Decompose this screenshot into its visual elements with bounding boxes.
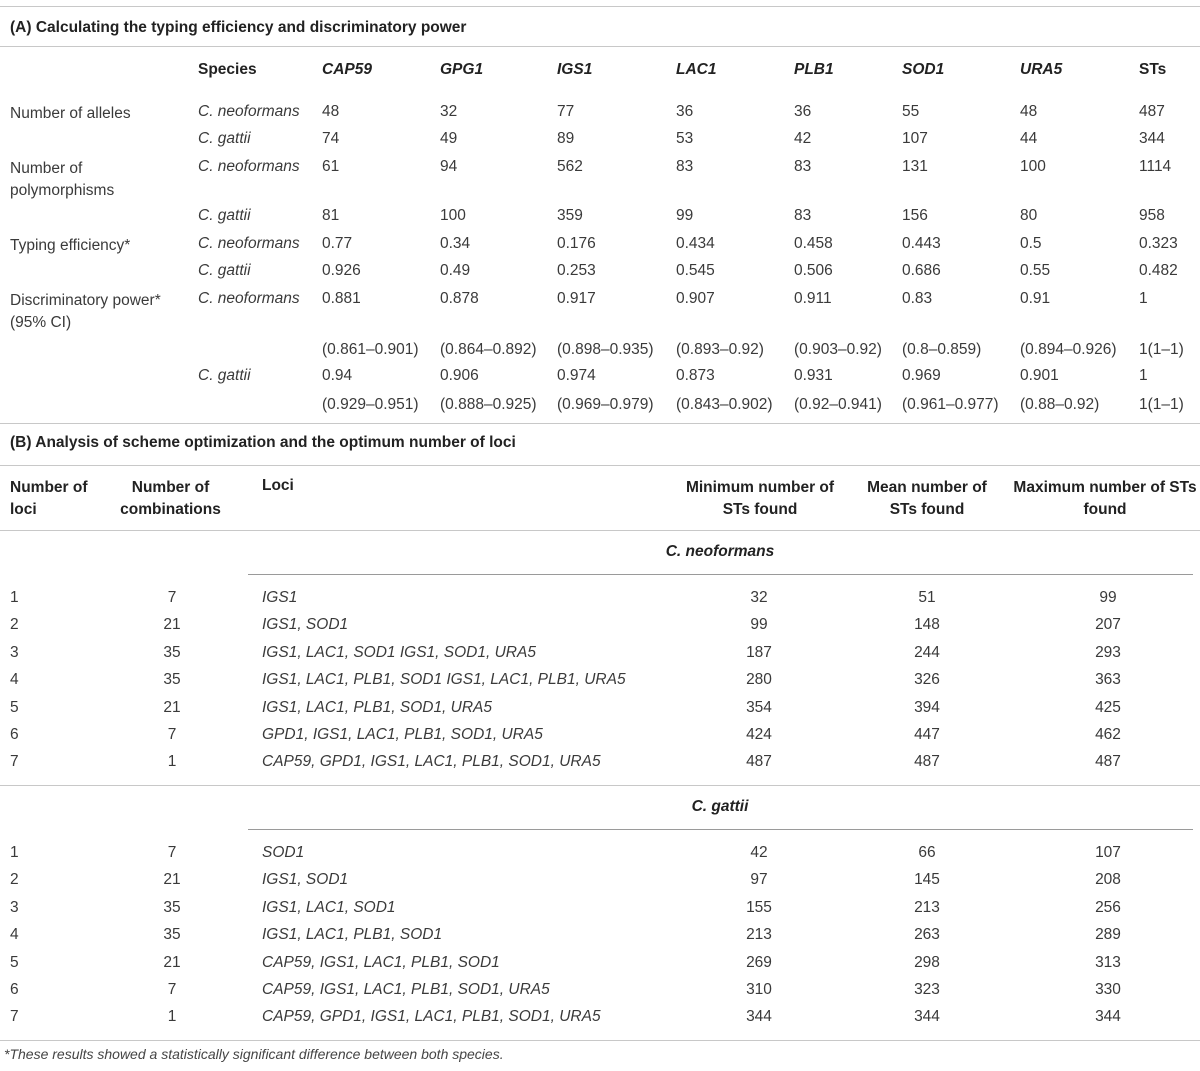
- part-b-ncomb: 7: [167, 981, 177, 998]
- part-a-cell: 0.5: [1020, 235, 1042, 252]
- part-a-species: C. gattii: [198, 262, 251, 279]
- part-b-ncomb: 35: [163, 898, 181, 916]
- part-b-ncomb: 21: [163, 953, 181, 971]
- part-a-header-sts: STs: [1139, 61, 1167, 78]
- part-a-cell: 0.686: [902, 262, 941, 279]
- part-a-cell: 0.323: [1139, 235, 1178, 252]
- part-a-species: C. gattii: [198, 130, 251, 147]
- part-b-loci: IGS1, LAC1, PLB1, SOD1: [262, 926, 443, 944]
- part-a-cell: 53: [676, 130, 694, 147]
- part-b-loci: CAP59, IGS1, LAC1, PLB1, SOD1, URA5: [262, 981, 550, 998]
- part-b-header-ncomb: Number of combinations: [120, 479, 221, 518]
- part-b-nloci: 4: [10, 926, 19, 944]
- part-b-min: 354: [746, 698, 772, 716]
- part-a-cell: 0.94: [322, 367, 353, 384]
- part-a-cell: 0.253: [557, 262, 596, 279]
- part-a-header-species: Species: [198, 61, 257, 78]
- part-a-cell: 156: [902, 207, 928, 224]
- part-a-cell: 0.434: [676, 235, 715, 252]
- part-b-max: 344: [1095, 1008, 1121, 1026]
- part-b-mean: 263: [914, 926, 940, 944]
- part-a-cell: 0.917: [557, 290, 596, 307]
- part-b-ncomb: 21: [163, 698, 181, 716]
- part-a-cell: 48: [1020, 103, 1038, 120]
- part-a-cell: 0.49: [440, 262, 471, 279]
- part-b-max: 313: [1095, 953, 1121, 971]
- part-a-header-plb1: PLB1: [794, 61, 834, 78]
- part-a-species: C. neoformans: [198, 158, 300, 175]
- part-a-cell: 80: [1020, 207, 1038, 224]
- part-a-cell: 61: [322, 158, 340, 175]
- part-a-cell: (0.864–0.892): [440, 341, 537, 358]
- part-b-header-mean: Mean number of STs found: [867, 479, 987, 518]
- part-b-max: 293: [1095, 643, 1121, 661]
- part-b-header-loci: Loci: [262, 477, 294, 494]
- part-b-mean: 51: [918, 589, 936, 606]
- part-a-cell: 0.91: [1020, 290, 1051, 307]
- part-b-ncomb: 7: [167, 726, 177, 743]
- part-b-nloci: 1: [10, 844, 19, 861]
- part-a-cell: 0.545: [676, 262, 715, 279]
- part-b-loci: IGS1, LAC1, SOD1 IGS1, SOD1, URA5: [262, 643, 536, 661]
- part-b-nloci: 4: [10, 671, 19, 689]
- part-a-cell: (0.961–0.977): [902, 396, 999, 413]
- part-b-mean: 323: [914, 981, 940, 998]
- part-a-cell: 487: [1139, 103, 1165, 120]
- part-b-ncomb: 21: [163, 871, 181, 889]
- part-b-min: 99: [750, 616, 768, 634]
- part-b-mean: 394: [914, 698, 940, 716]
- part-a-cell: 0.906: [440, 367, 479, 384]
- part-a-cell: 36: [676, 103, 694, 120]
- part-a-cell: 100: [440, 207, 466, 224]
- part-b-mean: 66: [918, 844, 936, 861]
- part-a-cell: 89: [557, 130, 575, 147]
- part-a-row-label: Discriminatory power* (95% CI): [10, 292, 161, 331]
- part-a-cell: 100: [1020, 158, 1046, 175]
- part-a-cell: 0.77: [322, 235, 353, 252]
- part-a-cell: (0.898–0.935): [557, 341, 654, 358]
- part-b-mean: 213: [914, 898, 940, 916]
- part-b-nloci: 2: [10, 616, 19, 634]
- part-a-header-gpg1: GPG1: [440, 61, 484, 78]
- part-b-max: 462: [1095, 726, 1121, 743]
- part-b-ncomb: 35: [163, 671, 181, 689]
- part-a-cell: 0.878: [440, 290, 479, 307]
- part-b-mean: 326: [914, 671, 940, 689]
- part-a-cell: 0.907: [676, 290, 715, 307]
- part-b-header-min: Minimum number of STs found: [685, 479, 835, 518]
- part-b-min: 269: [746, 953, 772, 971]
- part-b-nloci: 2: [10, 871, 19, 889]
- part-a-header-cap59: CAP59: [322, 61, 372, 78]
- part-a-cell: 0.458: [794, 235, 833, 252]
- part-b-min: 487: [746, 753, 772, 771]
- part-b-mean: 298: [914, 953, 940, 971]
- part-a-cell: 42: [794, 130, 812, 147]
- part-b-nloci: 6: [10, 981, 19, 998]
- part-a-header-sod1: SOD1: [902, 61, 945, 78]
- part-a-cell: (0.893–0.92): [676, 341, 764, 358]
- part-a-cell: (0.969–0.979): [557, 396, 654, 413]
- part-a-cell: 0.482: [1139, 262, 1178, 279]
- footnote: *These results showed a statistically significant difference between both species.: [4, 1046, 504, 1062]
- part-b-nloci: 7: [10, 753, 19, 771]
- part-a-cell: (0.894–0.926): [1020, 341, 1117, 358]
- part-a-cell: 0.873: [676, 367, 715, 384]
- part-a-cell: 94: [440, 158, 458, 175]
- part-b-loci: IGS1, LAC1, SOD1: [262, 898, 396, 916]
- part-a-cell: 0.926: [322, 262, 361, 279]
- part-b-max: 207: [1095, 616, 1121, 634]
- part-b-ncomb: 1: [167, 1008, 177, 1026]
- part-a-cell: 1: [1139, 290, 1148, 307]
- part-a-species: C. gattii: [198, 207, 251, 224]
- part-a-row-label: Number of polymorphisms: [10, 160, 115, 199]
- part-b-min: 97: [750, 871, 768, 889]
- part-b-max: 99: [1099, 589, 1117, 606]
- part-b-nloci: 3: [10, 898, 19, 916]
- part-b-ncomb: 35: [163, 926, 181, 944]
- part-a-cell: 1: [1139, 367, 1148, 384]
- part-b-min: 32: [750, 589, 768, 606]
- part-b-loci: IGS1, LAC1, PLB1, SOD1, URA5: [262, 698, 493, 716]
- part-a-cell: 0.83: [902, 290, 933, 307]
- part-b-ncomb: 21: [163, 616, 181, 634]
- part-b-loci: IGS1, SOD1: [262, 871, 349, 889]
- part-a-row-label: Typing efficiency*: [10, 237, 131, 254]
- part-b-max: 330: [1095, 981, 1121, 998]
- part-a-species: C. neoformans: [198, 235, 300, 252]
- part-b-min: 187: [746, 643, 772, 661]
- part-b-loci: CAP59, IGS1, LAC1, PLB1, SOD1: [262, 953, 500, 971]
- part-a-cell: 83: [794, 207, 812, 224]
- part-a-cell: 0.34: [440, 235, 471, 252]
- part-b-min: 155: [746, 898, 772, 916]
- part-a-cell: 77: [557, 103, 575, 120]
- part-a-cell: 0.55: [1020, 262, 1051, 279]
- part-a-cell: 359: [557, 207, 583, 224]
- part-a-cell: 99: [676, 207, 694, 224]
- part-b-loci: IGS1, LAC1, PLB1, SOD1 IGS1, LAC1, PLB1, URA5: [262, 671, 626, 689]
- part-a-cell: 32: [440, 103, 458, 120]
- part-b-max: 363: [1095, 671, 1121, 689]
- part-b-mean: 447: [914, 726, 940, 743]
- part-a-species: C. neoformans: [198, 103, 300, 120]
- part-b-max: 208: [1095, 871, 1121, 889]
- part-a-cell: 44: [1020, 130, 1038, 147]
- part-b-loci: CAP59, GPD1, IGS1, LAC1, PLB1, SOD1, URA5: [262, 1008, 601, 1026]
- part-a-header-ura5: URA5: [1020, 61, 1063, 78]
- part-a-cell: (0.8–0.859): [902, 341, 982, 358]
- part-b-min: 310: [746, 981, 772, 998]
- part-b-max: 289: [1095, 926, 1121, 944]
- part-a-cell: (0.88–0.92): [1020, 396, 1100, 413]
- part-b-loci: GPD1, IGS1, LAC1, PLB1, SOD1, URA5: [262, 726, 543, 743]
- part-a-cell: 0.974: [557, 367, 596, 384]
- part-b-nloci: 5: [10, 953, 19, 971]
- part-a-cell: 81: [322, 207, 340, 224]
- part-a-cell: 1(1–1): [1139, 396, 1184, 413]
- part-a-species: C. gattii: [198, 367, 251, 384]
- part-b-ncomb: 7: [167, 589, 177, 606]
- part-a-cell: 0.911: [794, 290, 832, 307]
- part-b-max: 425: [1095, 698, 1121, 716]
- part-b-nloci: 7: [10, 1008, 19, 1026]
- part-a-header-igs1: IGS1: [557, 61, 593, 78]
- part-a-cell: 0.176: [557, 235, 596, 252]
- part-b-ncomb: 7: [167, 844, 177, 861]
- part-b-mean: 148: [914, 616, 940, 634]
- part-b-loci: SOD1: [262, 844, 305, 861]
- part-a-cell: 0.506: [794, 262, 833, 279]
- part-a-cell: 1114: [1139, 158, 1172, 175]
- part-b-mean: 244: [914, 643, 940, 661]
- part-b-ncomb: 1: [167, 753, 177, 771]
- part-a-cell: 0.901: [1020, 367, 1059, 384]
- part-a-header-lac1: LAC1: [676, 61, 717, 78]
- part-a-cell: 107: [902, 130, 928, 147]
- part-b-nloci: 5: [10, 698, 19, 716]
- part-b-min: 213: [746, 926, 772, 944]
- part-b-nloci: 6: [10, 726, 19, 743]
- part-b-min: 344: [746, 1008, 772, 1026]
- part-b-mean: 487: [914, 753, 940, 771]
- part-b-loci: CAP59, GPD1, IGS1, LAC1, PLB1, SOD1, URA5: [262, 753, 601, 771]
- part-a-cell: 0.969: [902, 367, 941, 384]
- part-b-group-species: C. neoformans: [665, 543, 775, 560]
- part-b-header-nloci: Number of loci: [10, 479, 88, 518]
- part-a-cell: (0.929–0.951): [322, 396, 419, 413]
- part-a-cell: (0.843–0.902): [676, 396, 773, 413]
- part-a-cell: (0.861–0.901): [322, 341, 419, 358]
- part-b-mean: 344: [914, 1008, 940, 1026]
- part-b-ncomb: 35: [163, 643, 181, 661]
- part-a-cell: 83: [794, 158, 812, 175]
- part-a-cell: 0.443: [902, 235, 941, 252]
- part-a-row-label: Number of alleles: [10, 105, 131, 122]
- part-a-cell: 36: [794, 103, 812, 120]
- part-b-title: (B) Analysis of scheme optimization and the optimum number of loci: [10, 434, 516, 451]
- part-a-cell: 344: [1139, 130, 1165, 147]
- part-b-group-species: C. gattii: [691, 798, 749, 815]
- part-b-loci: IGS1: [262, 589, 298, 606]
- part-a-cell: (0.903–0.92): [794, 341, 882, 358]
- part-b-max: 107: [1095, 844, 1121, 861]
- part-b-nloci: 1: [10, 589, 19, 606]
- part-a-cell: 74: [322, 130, 340, 147]
- part-a-cell: 562: [557, 158, 583, 175]
- part-a-cell: 0.881: [322, 290, 361, 307]
- part-b-max: 256: [1095, 898, 1121, 916]
- part-b-min: 424: [746, 726, 772, 743]
- part-b-header-max: Maximum number of STs found: [1013, 479, 1197, 518]
- part-a-cell: (0.888–0.925): [440, 396, 537, 413]
- part-a-cell: 131: [902, 158, 928, 175]
- part-b-mean: 145: [914, 871, 940, 889]
- part-b-nloci: 3: [10, 643, 19, 661]
- part-a-title: (A) Calculating the typing efficiency and discriminatory power: [10, 19, 467, 36]
- part-b-min: 280: [746, 671, 772, 689]
- part-b-loci: IGS1, SOD1: [262, 616, 349, 634]
- part-b-min: 42: [750, 844, 768, 861]
- part-b-max: 487: [1095, 753, 1121, 771]
- part-a-species: C. neoformans: [198, 290, 300, 307]
- part-a-cell: 55: [902, 103, 920, 120]
- part-a-cell: 49: [440, 130, 458, 147]
- part-a-cell: (0.92–0.941): [794, 396, 882, 413]
- part-a-cell: 48: [322, 103, 340, 120]
- part-a-cell: 958: [1139, 207, 1165, 224]
- part-a-cell: 83: [676, 158, 694, 175]
- part-a-cell: 1(1–1): [1139, 341, 1184, 358]
- part-a-cell: 0.931: [794, 367, 833, 384]
